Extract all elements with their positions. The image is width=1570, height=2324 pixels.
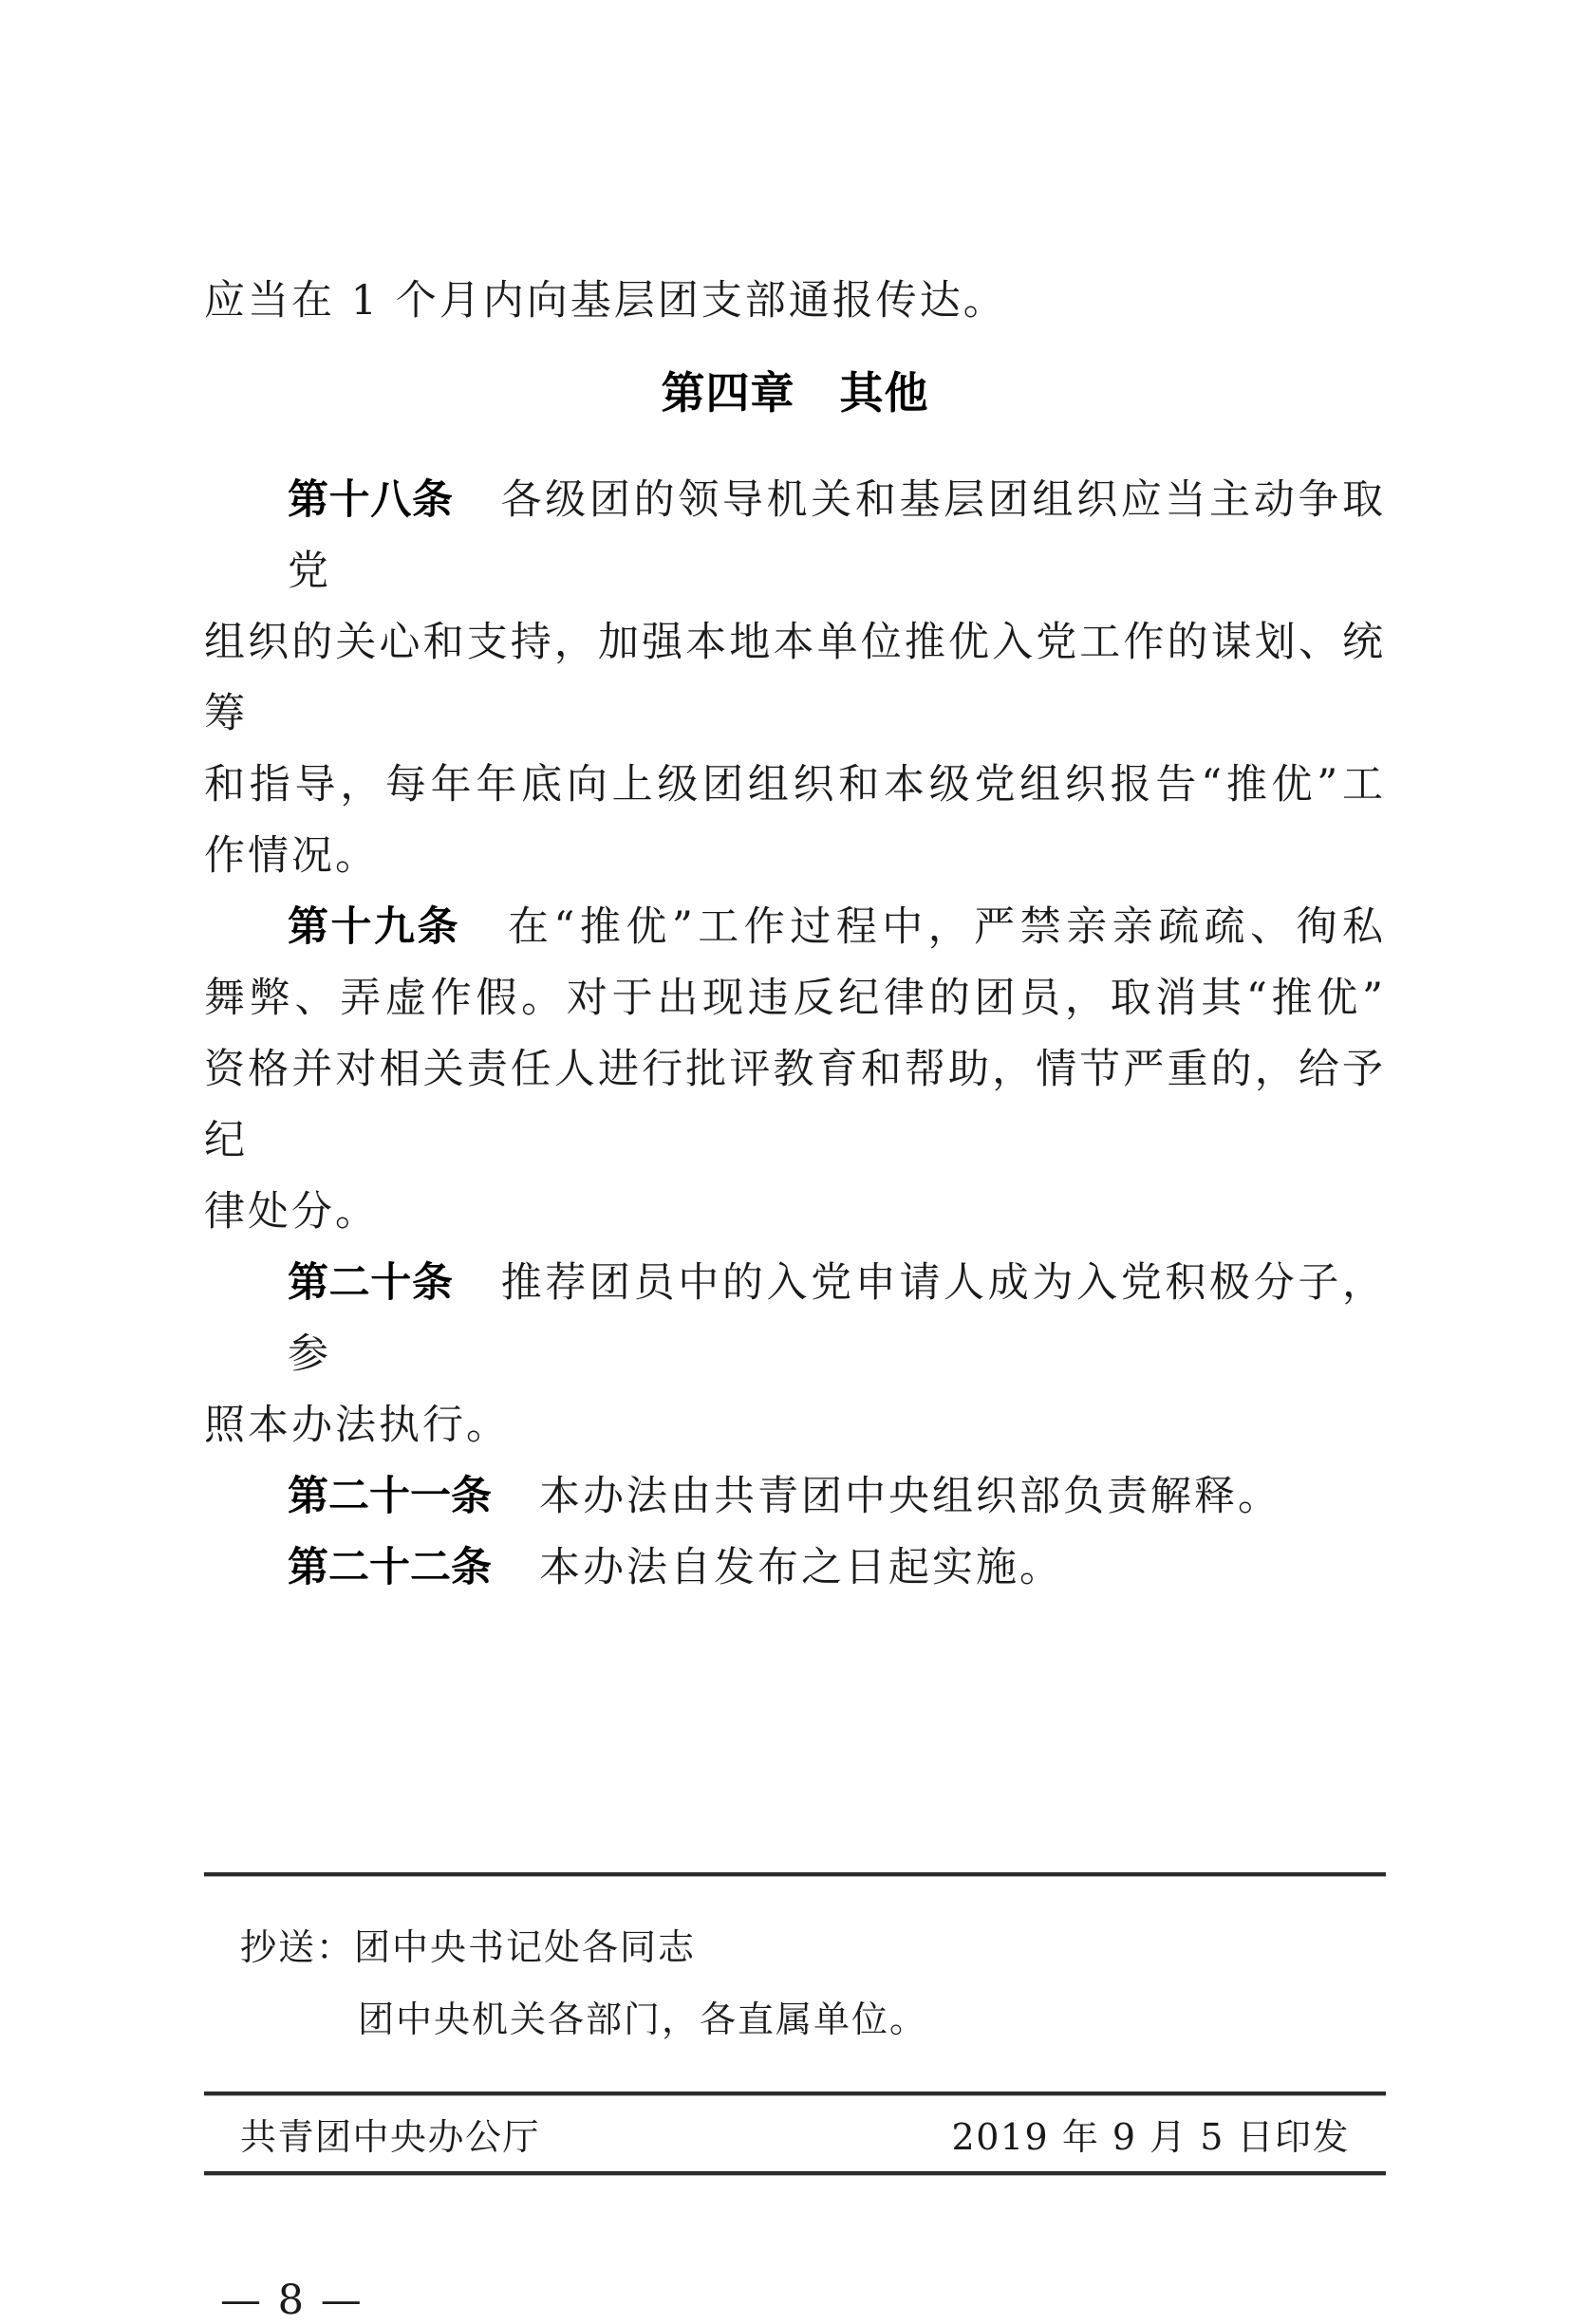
text-column <box>204 0 1386 2322</box>
copy-to-section <box>204 1911 1386 2055</box>
article-20-line-1 <box>204 1248 1386 1390</box>
article-18-line-2: 组织的关心和支持，加强本地本单位推优入党工作的谋划、统筹 <box>204 619 1386 737</box>
article-21-text-1: 本办法由共青团中央组织部负责解释。 <box>539 1473 1281 1520</box>
chapter-heading: 第四章 其他 <box>661 367 929 418</box>
article-20-text-1: 推荐团员中的入党申请人成为入党积极分子，参 <box>288 1259 1387 1378</box>
article-21-line-1 <box>204 1461 1386 1533</box>
page-number: — 8 — <box>220 2277 364 2324</box>
article-22-number: 第二十二条 <box>288 1544 492 1591</box>
article-20-number: 第二十条 <box>288 1259 454 1307</box>
article-21-number: 第二十一条 <box>288 1473 492 1520</box>
separator-rule-top <box>204 1872 1386 1877</box>
article-18-text-1: 各级团的领导机关和基层团组织应当主动争取党 <box>288 476 1387 595</box>
copy-to-line-1: 抄送：团中央书记处各同志 <box>240 1926 697 1968</box>
issuer-row <box>204 2096 1386 2171</box>
article-19-number: 第十九条 <box>288 903 460 951</box>
article-18-line-3: 和指导，每年年底向上级团组织和本级党组织报告“推优”工 <box>204 761 1386 809</box>
article-19-line-4: 律处分。 <box>204 1188 379 1236</box>
article-19-line-2: 舞弊、弄虚作假。对于出现违反纪律的团员，取消其“推优” <box>204 975 1386 1022</box>
copy-to-line-2: 团中央机关各部门，各直属单位。 <box>358 1999 928 2040</box>
separator-rule-bottom <box>204 2171 1386 2176</box>
print-date: 2019 年 9 月 5 日印发 <box>951 2116 1350 2158</box>
articles-block <box>204 465 1386 1604</box>
article-19-line-1 <box>204 892 1386 963</box>
issuer-name: 共青团中央办公厅 <box>240 2116 541 2158</box>
article-19-text-1: 在“推优”工作过程中，严禁亲亲疏疏、徇私 <box>507 903 1387 951</box>
article-20-line-2: 照本办法执行。 <box>204 1402 510 1449</box>
article-22-line-1 <box>204 1533 1386 1604</box>
article-18-line-1 <box>204 465 1386 607</box>
article-18-line-4: 作情况。 <box>204 832 379 880</box>
article-18-number: 第十八条 <box>288 476 454 524</box>
continuation-paragraph-line: 应当在 1 个月内向基层团支部通报传达。 <box>204 277 1007 325</box>
article-22-text-1: 本办法自发布之日起实施。 <box>539 1544 1063 1591</box>
article-19-line-3: 资格并对相关责任人进行批评教育和帮助，情节严重的，给予纪 <box>204 1046 1386 1164</box>
